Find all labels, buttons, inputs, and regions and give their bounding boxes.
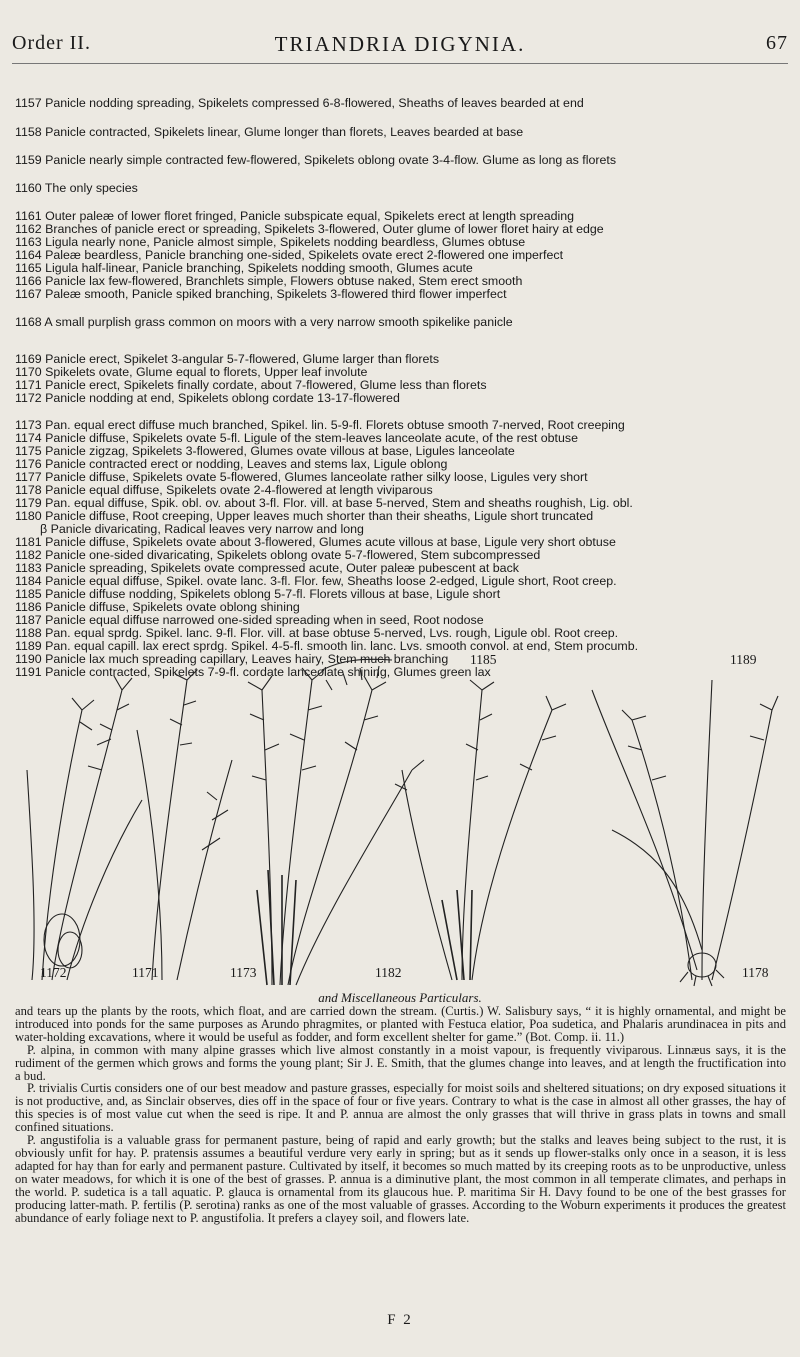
header-title: TRIANDRIA DIGYNIA. — [274, 32, 526, 56]
key-line: 1173 Pan. equal erect diffuse much branched, Spikel. lin. 5-9-fl. Florets obtuse smooth 7-nerved, Root creeping — [15, 419, 625, 432]
key-line: 1158 Panicle contracted, Spikelets linear, Glume longer than florets, Leaves bearded at base — [15, 126, 524, 139]
key-line: 1168 A small purplish grass common on moors with a very narrow smooth spikelike panicle — [15, 316, 513, 329]
figure-label: 1173 — [230, 965, 257, 980]
key-line: 1183 Panicle spreading, Spikelets ovate compressed acute, Outer paleæ pubescent at back — [15, 562, 519, 575]
paragraph: P. alpina, in common with many alpine grasses which live almost constantly in a moist vapour, is frequently viviparous. Linnæus says, it is the rudiment of the germen which grows and forms the young plant; Sir J. E. Smith, that the glumes change into leaves, and at length the fructification into a bud. — [15, 1042, 786, 1083]
key-line: 1181 Panicle diffuse, Spikelets ovate about 3-flowered, Glumes acute villous at base, Ligule very short obtuse — [15, 536, 616, 549]
figure-label: 1171 — [132, 965, 159, 980]
signature-mark: F 2 — [387, 1312, 413, 1328]
key-line: 1172 Panicle nodding at end, Spikelets oblong cordate 13-17-flowered — [15, 392, 400, 405]
key-line: 1166 Panicle lax few-flowered, Branchlets simple, Flowers obtuse naked, Stem erect smooth — [15, 275, 523, 288]
grass-illustration — [12, 650, 788, 988]
header-order: Order II. — [12, 32, 91, 54]
figure-label: 1172 — [40, 965, 67, 980]
key-line: 1164 Paleæ beardless, Panicle branching one-sided, Spikelets ovate erect 2-flowered one imperfect — [15, 249, 564, 262]
key-line: 1177 Panicle diffuse, Spikelets ovate 5-flowered, Glumes lanceolate rather silky loose, Ligules very short — [15, 471, 588, 484]
key-line: 1175 Panicle zigzag, Spikelets 3-flowered, Glumes ovate villous at base, Ligules lanceolate — [15, 445, 515, 458]
key-line: 1189 Pan. equal capill. lax erect sprdg. Spikel. 4-5-fl. smooth lin. lanc. Lvs. smooth convol. at end, Stem procumb. — [15, 640, 639, 653]
header-rule — [12, 63, 788, 64]
key-line: 1174 Panicle diffuse, Spikelets ovate 5-fl. Ligule of the stem-leaves lanceolate acute, of the rest obtuse — [15, 432, 578, 445]
section-caption: and Miscellaneous Particulars. — [318, 990, 482, 1005]
body-text — [15, 1005, 786, 1224]
key-line: 1178 Panicle equal diffuse, Spikelets ovate 2-4-flowered at length viviparous — [15, 484, 433, 497]
key-line: 1162 Branches of panicle erect or spreading, Spikelets 3-flowered, Outer glume of lower floret hairy at edge — [15, 223, 604, 236]
key-line: 1167 Paleæ smooth, Panicle spiked branching, Spikelets 3-flowered third flower imperfect — [15, 288, 507, 301]
running-header — [12, 32, 788, 60]
key-line: 1157 Panicle nodding spreading, Spikelets compressed 6-8-flowered, Sheaths of leaves bearded at end — [15, 97, 584, 110]
key-line: 1190 Panicle lax much spreading capillary, Leaves hairy, Stem much branching — [15, 653, 449, 666]
key-line: 1171 Panicle erect, Spikelets finally cordate, about 7-flowered, Glume less than florets — [15, 379, 487, 392]
figure-label: 1182 — [375, 965, 402, 980]
key-line: 1188 Pan. equal sprdg. Spikel. lanc. 9-fl. Flor. vill. at base obtuse 5-nerved, Lvs. rough, Ligule obl. Root creep. — [15, 627, 619, 640]
paragraph: P. trivialis Curtis considers one of our best meadow and pasture grasses, especially for moist soils and sheltered situations; on dry exposed situations it is not productive, and, as Sinclair observes, dies off in the space of four or five years. Contrary to what is the case in almost all other grasses, the hay of this species is of most value cut when the seed is ripe. It and P. annua are almost the only grasses that will thrive in grass plats in towns and small confined situations. — [15, 1081, 786, 1135]
key-line: 1180 Panicle diffuse, Root creeping, Upper leaves much shorter than their sheaths, Ligule short truncated — [15, 510, 594, 523]
key-line: 1179 Pan. equal diffuse, Spik. obl. ov. about 3-fl. Flor. vill. at base 5-nerved, Stem and sheaths roughish, Lig. obl. — [15, 497, 633, 510]
key-line: 1165 Ligula half-linear, Panicle branching, Spikelets nodding smooth, Glumes acute — [15, 262, 473, 275]
figure-label: 1178 — [742, 965, 769, 980]
key-line: 1159 Panicle nearly simple contracted few-flowered, Spikelets oblong ovate 3-4-flow. Glume as long as florets — [15, 154, 617, 167]
key-line: 1186 Panicle diffuse, Spikelets ovate oblong shining — [15, 601, 300, 614]
paragraph: and tears up the plants by the roots, which float, and are carried down the stream. (Curtis.) W. Salisbury says, “ it is highly ornamental, and might be introduced into ponds for the same purposes as Arundo phragmites, or planted with Festuca elatior, Poa sudetica, and Phalaris arundinacea in pits and water-holding excavations, where it would be useful as fodder, and form excellent shelter for game.” (Bot. Comp. ii. 11.) — [15, 1004, 786, 1044]
key-line: 1182 Panicle one-sided divaricating, Spikelets oblong ovate 5-7-flowered, Stem subcompressed — [15, 549, 541, 562]
figure-label: 1189 — [730, 652, 757, 667]
page-number: 67 — [766, 32, 788, 54]
key-line: 1170 Spikelets ovate, Glume equal to florets, Upper leaf involute — [15, 366, 368, 379]
figure-label: 1185 — [470, 652, 497, 667]
key-line: 1184 Panicle equal diffuse, Spikel. ovate lanc. 3-fl. Flor. few, Sheaths loose 2-edged, Ligule short, Root creep. — [15, 575, 617, 588]
key-line: 1176 Panicle contracted erect or nodding, Leaves and stems lax, Ligule oblong — [15, 458, 448, 471]
grass-drawing — [12, 650, 788, 988]
key-line: 1191 Panicle contracted, Spikelets 7-9-fl. cordate lanceolate shining, Glumes green lax — [15, 666, 491, 679]
key-line: 1185 Panicle diffuse nodding, Spikelets oblong 5-7-fl. Florets villous at base, Ligule short — [15, 588, 501, 601]
key-line: 1163 Ligula nearly none, Panicle almost simple, Spikelets nodding beardless, Glumes obtuse — [15, 236, 526, 249]
key-line: β Panicle divaricating, Radical leaves very narrow and long — [40, 523, 364, 536]
key-line: 1169 Panicle erect, Spikelet 3-angular 5-7-flowered, Glume larger than florets — [15, 353, 440, 366]
key-line: 1161 Outer paleæ of lower floret fringed, Panicle subspicate equal, Spikelets erect at length spreading — [15, 210, 575, 223]
key-line: 1160 The only species — [15, 182, 138, 195]
key-line: 1187 Panicle equal diffuse narrowed one-sided spreading when in seed, Root nodose — [15, 614, 484, 627]
paragraph: P. angustifolia is a valuable grass for permanent pasture, being of rapid and early growth; but the stalks and leaves being subject to the rust, it is obviously unfit for hay. P. pratensis assumes a beautiful verdure very early in spring; but as it sends up flower-stalks only once in a season, it is less adapted for hay than for early and permanent pasture. Cultivated by itself, it becomes so much matted by its creeping roots as to be unproductive, unless on water meadows, for which it is one of the best of grasses. P. annua is a diminutive plant, the most common in all temperate climates, and perhaps in the world. P. sudetica is a tall aquatic. P. glauca is ornamental from its glaucous hue. P. maritima Sir H. Davy found to be one of the best grasses for producing latter-math. P. fertilis (P. serotina) ranks as one of the most valuable of grasses. According to the Woburn experiments it produces the greatest abundance of early foliage next to P. angustifolia. It prefers a clayey soil, and flowers late. — [15, 1133, 786, 1225]
